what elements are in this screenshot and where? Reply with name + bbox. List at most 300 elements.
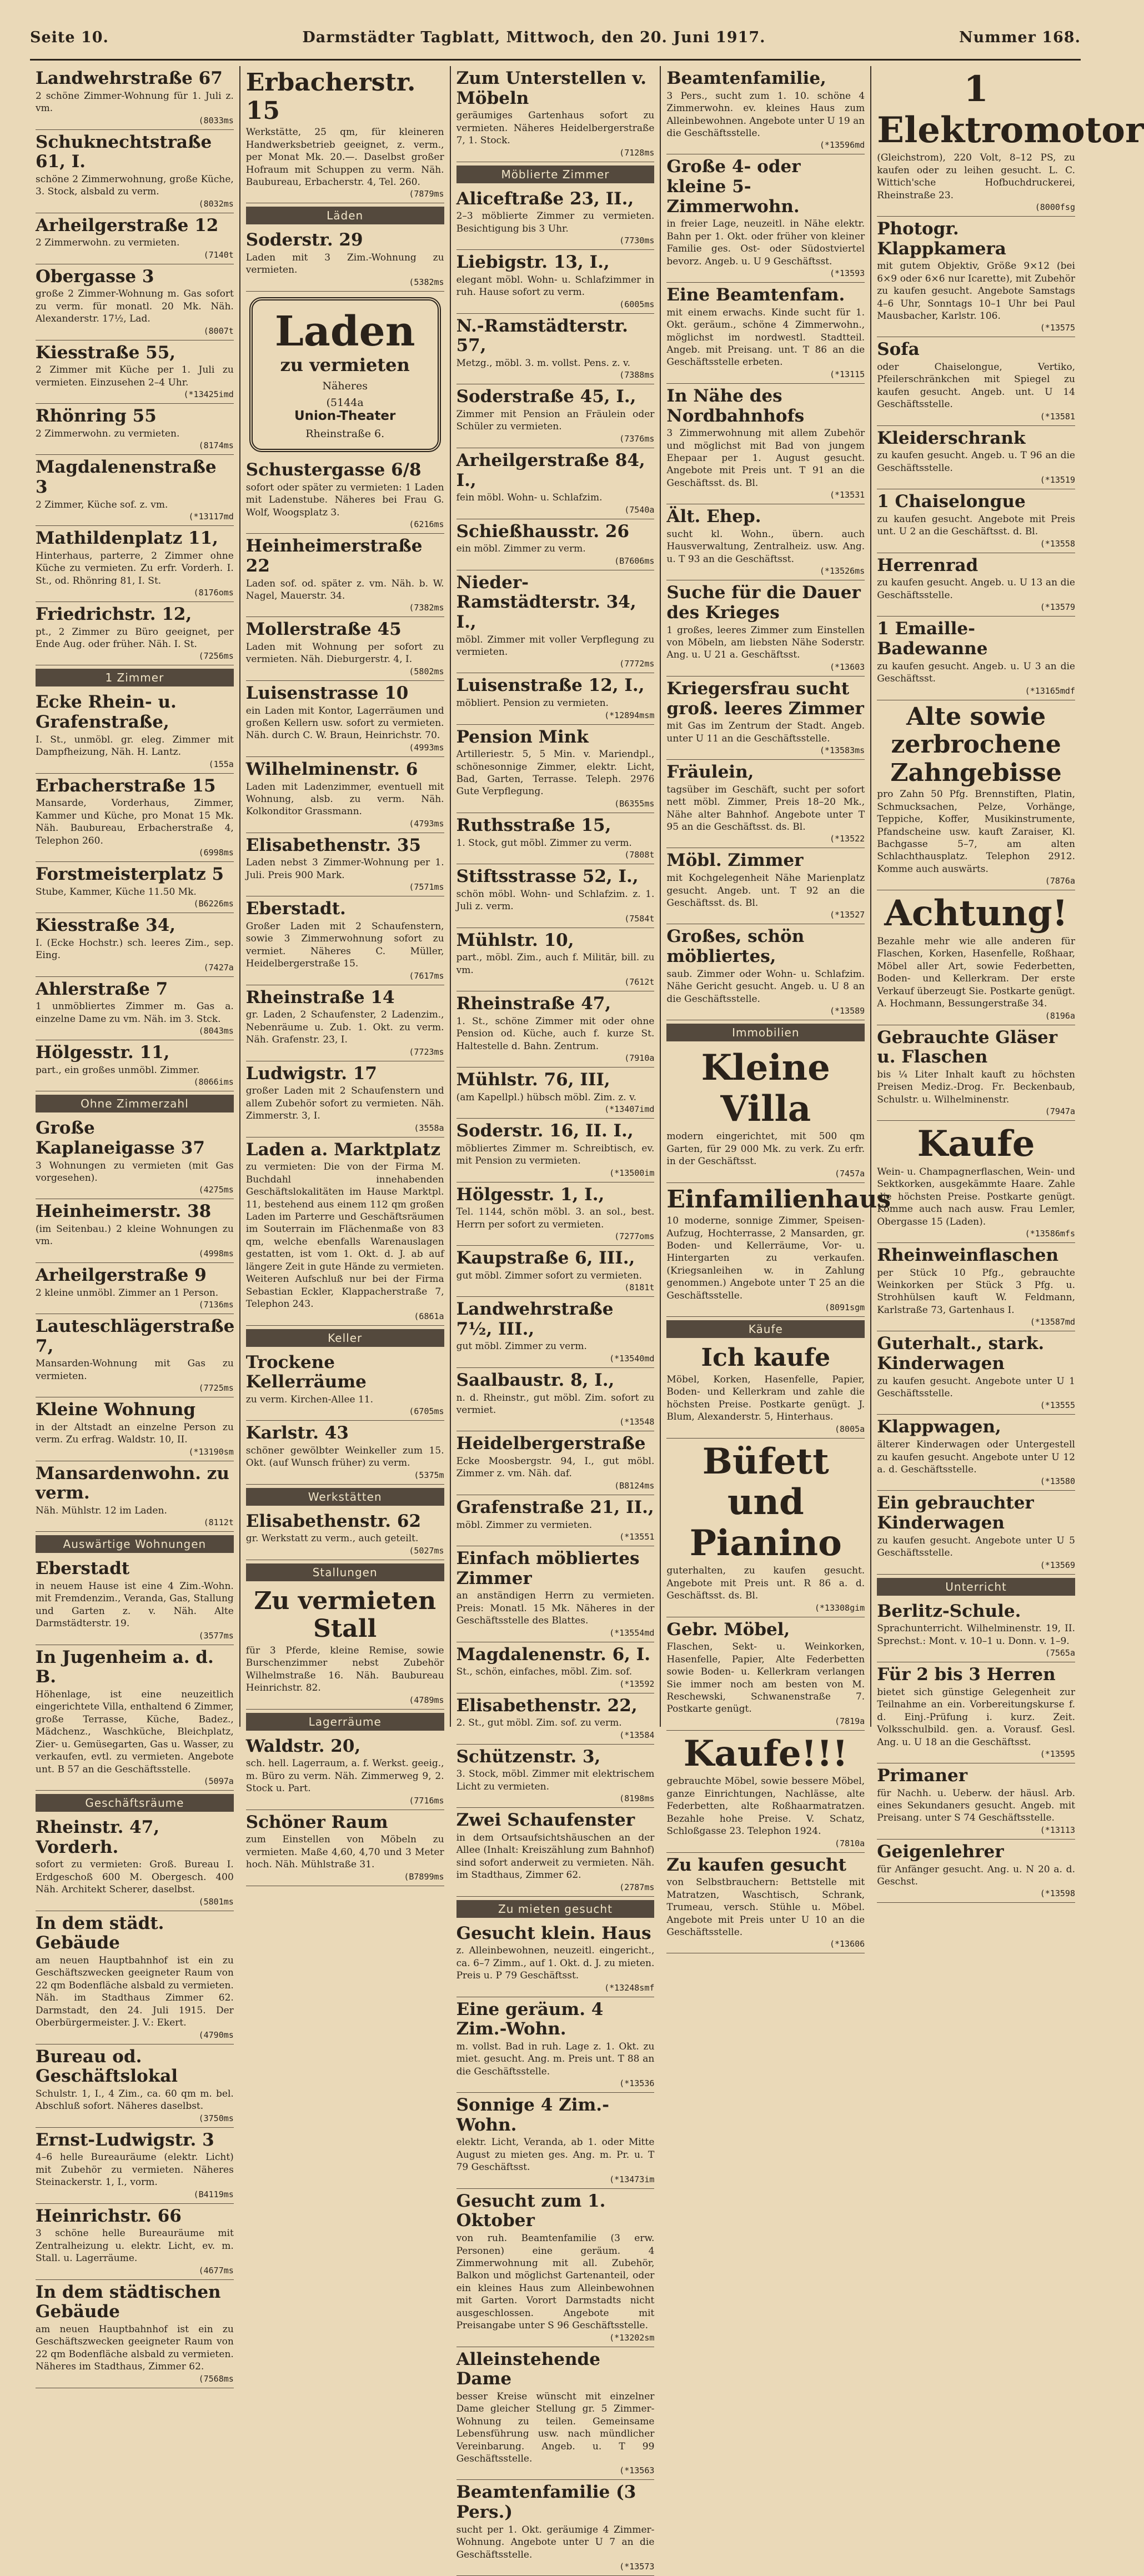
ad-text: part., möbl. Zim., auch f. Militär, bill. zu vm. [456,952,655,976]
classified-ad [877,1491,1075,1574]
classified-ad [666,924,865,1020]
ad-headline: Rheinstr. 47, Vorderh. [36,1817,160,1857]
ad-headline: Pension Mink [456,726,589,747]
ad-headline: Laden a. Marktplatz [245,1139,441,1160]
ad-text: besser Kreise wünscht mit einzelner Dame gleicher Stellung gr. 5 Zimmer-Wohnung zu teilen. Gemeinsame Lebensführung usw. nach mündlicher Vereinbarung. Angeb. u. T 99 Geschäftsstelle. [456,2390,655,2465]
classified-ad [877,217,1075,337]
ad-text: 2–3 möblierte Zimmer zu vermieten. Besichtigung bis 3 Uhr. [456,211,655,234]
ad-reference: (8174ms [198,440,234,451]
ad-text: Ecke Moosbergstr. 94, I., gut möbl. Zimmer z. vm. Näh. daf. [456,1456,655,1480]
ad-headline: Liebigstr. 13, I., [456,252,610,273]
ad-reference: (8066ims [193,1077,234,1087]
ad-headline: Ält. Ehep. [666,507,761,527]
ad-text: von Selbstbrauchern: Bettstelle mit Matratzen, Waschtisch, Schrank, Trumeau, versch. Stühle u. Möbel. Angebote mit Preis unter U 10 an die Geschäftsstelle. [666,1877,865,1938]
ad-headline: Herrenrad [877,555,979,575]
ad-reference: (7617ms [409,970,444,981]
columns [30,66,1144,2572]
ad-reference: (*13581 [1040,411,1075,422]
section-header: Werkstätten [246,1488,444,1506]
classified-ad [36,2280,234,2388]
classified-ad [456,1808,655,1896]
classified-ad [877,66,1144,217]
ad-text: 10 moderne, sonnige Zimmer, Speisen-Aufzug, Hochterrasse, 2 Mansarden, gr. Boden- und Kellerräume, Vor- u. Hintergarten zu verkaufen. (Kriegsanleihen w. in Zahlung genommen.) Angebote unter T 25 an die Geschäftsstelle. [666,1215,865,1301]
ad-text: am neuen Hauptbahnhof ist ein zu Geschäftszwecken geeigneter Raum von 22 qm Bodenfläche alsbald zu vermieten. Näheres im Stadthaus, Zimmer 62. [36,2323,234,2373]
ad-text: Artilleriestr. 5, 5 Min. v. Mariendpl., schönesonnige Zimmer, elektr. Licht, Bad, Garten, Terrasse. Teleph. 2976 Gute Verpflegung. [456,749,655,798]
ad-reference: (7947a [1045,1106,1075,1117]
ad-headline: Klappwagen, [877,1417,1001,1437]
ad-text: Laden nebst 3 Zimmer-Wohnung per 1. Juli. Preis 900 Mark. [245,857,444,881]
classified-ad [456,725,655,813]
ad-text: Werkstätte, 25 qm, für kleineren Handwerksbetrieb geeignet, z. verm., per Monat Mk. 20.—. Daselbst großer Hofraum mit Schuppen zu verm. Näh. Baubureau, Erbacherstr. 4, Tel. 260. [245,127,444,188]
ad-text: große 2 Zimmer-Wohnung m. Gas sofort zu verm. für monatl. 20 Mk. Näh. Alexanderstr. 17½, Lad. [36,288,234,325]
ad-headline: Beamtenfamilie (3 Pers.) [456,2482,636,2523]
ad-headline: Zum Unterstellen v. Möbeln [456,68,647,108]
ad-text: 2 schöne Zimmer-Wohnung für 1. Juli z. vm. [36,90,234,114]
classified-ad [877,1025,1075,1121]
ad-headline: Eine geräum. 4 Zim.-Wohn. [456,1999,604,2039]
ad-headline: Soderstr. 29 [245,230,363,250]
ad-headline: Gebrauchte Gläser u. Flaschen [877,1027,1058,1068]
ad-reference: (5382ms [409,277,444,287]
ad-headline: Soderstr. 16, II. I., [456,1121,634,1141]
newspaper-title: Darmstädter Tagblatt, Mittwoch, den 20. Juni 1917. [302,29,766,46]
column-4 [661,66,891,1949]
classified-ad [877,1243,1075,1331]
ad-text: Metzg., möbl. 3. m. vollst. Pens. z. v. [456,357,631,369]
classified-ad [666,1853,865,1954]
ad-reference: (7730ms [619,235,655,246]
ad-text: Flaschen, Sekt- u. Weinkorken, Hasenfelle, Papier, Alte Federbetten sowie Boden- u. Kellerkram verlangen Sie immer noch am besten von M. Reschewski, Schwanenstraße 7. Postkarte genügt. [666,1641,865,1715]
classified-ad [246,896,444,985]
ad-text: 1 unmöbliertes Zimmer m. Gas a. einzelne Dame zu vm. Näh. im 3. Stck. [36,1001,234,1025]
ad-reference: (B7606ms [614,555,655,566]
ad-text: modern eingerichtet, mit 500 qm Garten, für 29 000 Mk. zu verk. Zu erfr. in der Geschäftsst. [666,1131,865,1167]
ad-text: ein Laden mit Kontor, Lagerräumen und großen Kellern usw. sofort zu vermieten. Näh. durch C. W. Braun, Heinrichstr. 70. [245,705,444,741]
ad-headline: Mathildenplatz 11, [36,528,218,549]
ad-reference: (7540a [624,504,655,515]
ad-headline: Forstmeisterplatz 5 [36,864,224,885]
ad-reference: (7876a [1045,876,1075,886]
ad-reference: (*13596md [819,140,865,151]
ad-reference: (6005ms [619,299,655,309]
ad-reference: (*13165mdf [1025,685,1075,696]
ad-text: in dem Ortsaufsichtshäuschen an der Allee (Inhalt: Kreiszählung zum Bahnhof) sind sofort anderweit zu vermieten. Näh. im Stadthaus, Zimmer 62. [456,1832,655,1881]
ad-headline: Lauteschlägerstraße 7, [36,1316,235,1356]
ad-reference: (3577ms [198,1630,234,1641]
ad-text: sofort oder später zu vermieten: 1 Laden mit Ladenstube. Näheres bei Frau G. Wolf, Woogsplatz 3. [245,482,444,518]
ad-reference: (7723ms [409,1046,444,1057]
ad-reference: (3558a [414,1122,444,1133]
ad-reference: (*13519 [1040,475,1075,485]
classified-ad [36,2128,234,2204]
ad-reference: (8007t [203,325,234,336]
ad-headline: Ruthsstraße 15, [456,815,611,835]
classified-ad [246,1061,444,1137]
ad-headline: 1 Chaiselongue [877,492,1026,512]
ad-text: zu verm. Kirchen-Allee 11. [245,1394,374,1405]
ad-reference: (7565a [1045,1648,1075,1658]
ad-text: zu kaufen gesucht. Angeb. u. U 3 an die Geschäftsst. [877,660,1075,685]
ad-reference: (7910a [624,1053,655,1063]
ad-text: sucht kl. Wohn., übern. auch Hausverwaltung, Zentralheiz. usw. Ang. u. T 93 an die Geschäftsst. [666,529,865,565]
classified-ad [456,2347,655,2480]
ad-reference: (7819a [835,1716,865,1726]
ad-reference: (*13113 [1040,1825,1075,1835]
ad-text: (Gleichstrom), 220 Volt, 8–12 PS, zu kaufen oder zu leihen gesucht. L. C. Wittich'sche Hofbuchdruckerei, Rheinstraße 23. [877,152,1075,201]
classified-ad [36,526,234,602]
classified-ad [246,1509,444,1560]
ad-text: für Nachh. u. Ueberw. der häusl. Arb. eines Sekundaners gesucht. Angeb. mit Preisang. unter S 74 Geschäftsstelle. [877,1787,1075,1824]
classified-ad [456,448,655,519]
ad-reference: (*13248smf [604,1982,655,1993]
ad-reference: (*13540md [609,1353,655,1364]
ad-reference: (7140t [203,249,234,260]
ad-reference: (8032ms [198,198,234,209]
classified-ad [666,504,865,580]
classified-ad [456,1431,655,1495]
classified-ad [456,2093,655,2189]
ad-text: Mansarden-Wohnung mit Gas zu vermieten. [36,1358,234,1382]
ad-reference: (*13522 [829,834,865,844]
ad-reference: (*13527 [829,910,865,920]
ad-headline: Photogr. Klappkamera [877,218,1006,259]
ad-text: schön möbl. Wohn- und Schlafzim. z. 1. Juli z. verm. [456,888,655,913]
ad-text: zu kaufen gesucht. Angeb. u. U 13 an die Geschäftsstelle. [877,577,1075,601]
ad-text: (im Seitenbau.) 2 kleine Wohnungen zu vm. [36,1224,234,1247]
ad-text: zu kaufen gesucht. Angebote unter U 5 Geschäftsstelle. [877,1535,1075,1559]
box-headline: Laden [274,307,415,355]
ad-text: 3 Zimmerwohnung mit allem Zubehör und möglichst mit Bad von jungem Ehepaar per 1. August gesucht. Angebote mit Preis unt. T 91 an die Geschäftsst. ds. Bl. [666,428,865,489]
section-header: Ohne Zimmerzahl [36,1095,234,1112]
ad-reference: (*13407imd [604,1104,655,1115]
classified-ad [456,1368,655,1432]
ad-text: 2. St., gut möbl. Zim. sof. zu verm. [456,1717,622,1729]
ad-headline: Soderstraße 45, I., [456,387,636,407]
ad-headline: Elisabethenstr. 22, [456,1695,638,1716]
ad-reference: (*13583ms [819,745,865,756]
box-address: Rheinstraße 6. [305,428,385,440]
classified-ad [877,700,1075,891]
classified-ad [456,384,655,448]
ad-text: Laden mit 3 Zim.-Wohnung zu vermieten. [245,252,444,276]
section-header: 1 Zimmer [36,669,234,686]
ad-headline: Karlstr. 43 [245,1423,349,1444]
ad-text: Stube, Kammer, Küche 11.50 Mk. [36,886,197,898]
column-3 [451,66,661,2572]
classified-ad [246,985,444,1061]
ad-headline: Grafenstraße 21, II., [456,1497,654,1517]
ad-headline: Gebr. Möbel, [666,1619,790,1640]
classified-ad [456,1119,655,1182]
ad-headline: 1 Emaille-Badewanne [877,619,988,659]
ad-headline: Kiesstraße 55, [36,342,176,363]
classified-ad [246,1421,444,1485]
ad-headline: Primaner [877,1765,968,1786]
ad-headline: Eine Beamtenfam. [666,285,845,305]
classified-ad [877,617,1075,700]
ad-text: oder Chaiselongue, Vertiko, Pfeilerschränkchen mit Spiegel zu kaufen gesucht. Angeb. unt. U 14 Geschäftsstelle. [877,362,1075,410]
ad-headline: Berlitz-Schule. [877,1601,1021,1621]
ad-reference: (*13202sm [609,2332,655,2343]
ad-reference: (7584t [624,913,655,924]
ad-text: zum Einstellen von Möbeln zu vermieten. Maße 4,60, 4,70 und 3 Meter hoch. Näh. Mühlstraße 31. [245,1834,444,1871]
classified-ad [456,1745,655,1808]
classified-ad [456,1297,655,1368]
ad-text: St., schön, einfaches, möbl. Zim. sof. [456,1666,633,1678]
ad-text: möbliertes Zimmer m. Schreibtisch, ev. mit Pension zu vermieten. [456,1142,655,1167]
ad-reference: (8005a [835,1424,865,1434]
ad-reference: (8198ms [619,1793,655,1804]
ad-headline: Wilhelminenstr. 6 [245,759,418,779]
ad-reference: (4993ms [409,742,444,753]
classified-ad [877,1415,1075,1491]
section-header: Möblierte Zimmer [456,166,655,183]
ad-reference: (*13117md [188,512,234,522]
classified-ad [36,2044,234,2128]
box-subhead: zu vermieten [280,354,410,376]
ad-text: für 3 Pferde, kleine Remise, sowie Burschenzimmer nebst Zubehör Wilhelmstraße 16. Näh. Baubureau Heinrichstr. 82. [245,1645,444,1694]
ad-reference: (7136ms [198,1299,234,1310]
classified-ad [456,1182,655,1246]
ad-headline: Eberstadt [36,1558,130,1579]
classified-ad [666,848,865,924]
ad-text: 3 schöne helle Bureauräume mit Zentralheizung u. elektr. Licht, ev. m. Stall. u. Lagerräume. [36,2228,234,2264]
ad-reference: (7716ms [409,1795,444,1806]
ad-text: saub. Zimmer oder Wohn- u. Schlafzim. Nähe Gericht gesucht. Angeb. u. U 8 an die Geschäftsstelle. [666,968,865,1005]
ad-reference: (8000fsg [1035,202,1075,212]
ad-reference: (*13308gim [814,1602,865,1613]
ad-reference: (3750ms [198,2113,234,2123]
classified-ad [666,580,865,676]
ad-headline: Ecke Rhein- u. Grafenstraße, [36,692,177,733]
ad-text: mit gutem Objektiv, Größe 9×12 (bei 6×9 oder 6×6 nur Icarette), mit Zubehör zu kaufen gesucht. Angebote Samstags 4–6 Uhr, Sonntags 10–1 Uhr bei Paul Mausbacher, Karlstr. 106. [877,260,1075,322]
classified-ad [456,314,655,385]
ad-reference: (B7899ms [404,1871,444,1882]
ad-text: an anständigen Herrn zu vermieten. Preis: Monatl. 15 Mk. Näheres in der Geschäftsstelle des Blattes. [456,1590,655,1627]
classified-ad [456,991,655,1068]
ad-headline: Ich kaufe [701,1344,831,1372]
ad-text: fein möbl. Wohn- u. Schlafzim. [456,492,603,504]
ad-headline: Zu kaufen gesucht [666,1855,846,1875]
box-label: Näheres [322,380,368,393]
ad-headline: Schießhausstr. 26 [456,521,630,542]
classified-ad [36,862,234,913]
ad-headline: Beamtenfamilie, [666,68,826,88]
ad-text: möbl. Zimmer zu vermieten. [456,1519,593,1531]
ad-text: 4–6 helle Bureauräume (elektr. Licht) mit Zubehör zu vermieten. Näheres Steinackerstr. 1, I., vorm. [36,2152,234,2188]
ad-reference: (2787ms [619,1882,655,1892]
classified-ad [36,404,234,455]
ad-text: bis ¼ Liter Inhalt kauft zu höchsten Preisen Mediz.-Drog. Fr. Beckenbaub, Schulstr. u. Wilhelminenstr. [877,1069,1075,1105]
classified-ad [456,2480,655,2576]
ad-headline: Für 2 bis 3 Herren [877,1665,1056,1685]
ad-text: schöne 2 Zimmerwohnung, große Küche, 3. Stock, alsbald zu verm. [36,173,234,198]
ad-reference: (*13548 [619,1417,655,1427]
ad-reference: (B6355ms [614,798,655,809]
classified-ad [666,1183,891,1317]
ad-headline: Elisabethenstr. 35 [245,835,422,855]
classified-ad [36,1397,234,1461]
ad-headline: Mühlstr. 76, III, [456,1069,610,1090]
ad-text: älterer Kinderwagen oder Untergestell zu kaufen gesucht. Angebote unter U 12 a. d. Geschäftsstelle. [877,1439,1075,1475]
box-venue: Union-Theater [294,409,396,424]
ad-reference: (*13555 [1040,1400,1075,1411]
ad-text: Zimmer mit Pension an Fräulein oder Schüler zu vermieten. [456,408,655,433]
classified-ad [456,1495,655,1546]
ad-headline: Guterhalt., stark. Kinderwagen [877,1334,1045,1374]
ad-reference: (*13595 [1040,1748,1075,1759]
ad-text: geräumiges Gartenhaus sofort zu vermieten. Näheres Heidelbergerstraße 7, 1. Stock. [456,110,655,147]
section-header: Auswärtige Wohnungen [36,1535,234,1553]
ad-headline: Heinheimerstraße 22 [245,536,423,576]
ad-headline: N.-Ramstädterstr. 57, [456,315,628,356]
classified-ad [877,890,1075,1025]
ad-reference: (7571ms [409,882,444,893]
ad-reference: (*13592 [619,1678,655,1689]
classified-ad [246,458,444,534]
ad-text: 1. Stock, gut möbl. Zimmer zu verm. [456,837,632,849]
ad-headline: Ludwigstr. 17 [245,1063,377,1084]
ad-reference: (*13551 [619,1532,655,1542]
ad-headline: Mansardenwohn. zu verm. [36,1463,229,1503]
ad-headline: Magdalenenstr. 6, I. [456,1644,651,1665]
ad-headline: Luisenstrasse 10 [245,683,409,703]
ad-text: mit Gas im Zentrum der Stadt. Angeb. unter U 11 an die Geschäftsstelle. [666,720,865,744]
ad-reference: (*13190sm [188,1446,234,1457]
ad-headline: Aliceftraße 23, II., [456,188,634,209]
ad-reference: (7277oms [614,1231,655,1242]
classified-ad [36,913,234,977]
page-number: Seite 10. [30,29,109,46]
ad-reference: (7256ms [198,651,234,661]
ad-text: 2 Zimmer, Küche sof. z. vm. [36,499,168,510]
classified-ad [666,154,865,283]
ad-headline: Heinheimerstr. 38 [36,1201,212,1222]
classified-ad [666,1045,865,1183]
classified-ad [456,1642,655,1693]
section-header: Keller [246,1329,444,1347]
classified-ad [456,1546,655,1642]
ad-reference: (4790ms [198,2029,234,2040]
ad-reference: (*12894msm [604,710,655,720]
ad-reference: (6216ms [409,519,444,530]
ad-headline: Kaupstraße 6, III., [456,1248,635,1269]
ad-reference: (*13580 [1040,1476,1075,1487]
classified-ad [36,602,234,666]
ad-text: zu kaufen gesucht. Angebote mit Preis unt. U 2 an die Geschäftsst. d. Bl. [877,513,1075,538]
ad-reference: (8033ms [198,115,234,126]
classified-ad [36,2204,234,2280]
ad-reference: (7879ms [409,189,444,199]
classified-ad [246,534,444,617]
section-header: Unterricht [877,1578,1075,1596]
ad-reference: (*13589 [829,1006,865,1016]
classified-ad [456,1997,655,2093]
section-header: Zu mieten gesucht [456,1900,655,1918]
ad-reference: (*13598 [1040,1888,1075,1899]
classified-ad [246,757,444,833]
ad-text: großer Laden mit 2 Schaufenstern und allem Zubehör sofort zu vermieten. Näh. Zimmerstr. 3, I. [245,1085,444,1122]
ad-text: Bezahle mehr wie alle anderen für Flaschen, Korken, Hasenfelle, Roßhaar, Möbel aller Art, sowie Federbetten, Boden- und Kellerkram. Der erste Verkauf überzeugt Sie. Postkarte genügt. A. Hochmann, Bessungerstraße 34. [877,935,1075,1010]
ad-reference: (*13531 [829,490,865,500]
ad-reference: (*13425imd [183,389,234,400]
ad-headline: Kaufe [917,1123,1035,1165]
classified-ad [456,1068,655,1119]
ad-headline: Alleinstehende Dame [456,2349,600,2389]
classified-ad [456,1693,655,1745]
ad-text: elegant möbl. Wohn- u. Schlafzimmer in ruh. Hause sofort zu verm. [456,274,655,298]
ad-reference: (8091sgm [824,1302,865,1313]
classified-ad [36,1314,234,1397]
ad-headline: Schustergasse 6/8 [245,460,422,480]
classified-ad [36,1040,234,1091]
classified-ad [666,1617,865,1731]
ad-headline: Fräulein, [666,762,754,783]
ad-headline: Arheilgerstraße 12 [36,215,219,235]
ad-text: Großer Laden mit 2 Schaufenstern, sowie 3 Zimmerwohnung sofort zu vermiet. Näheres C. Müller, Heidelbergerstraße 15. [245,920,444,970]
classified-ad [246,1734,444,1810]
ad-text: schöner gewölbter Weinkeller zum 15. Okt. (auf Wunsch früher) zu verm. [245,1445,444,1469]
ad-headline: Arheilgerstraße 9 [36,1265,207,1285]
ad-headline: Sofa [877,339,920,360]
ad-reference: (8112t [203,1517,234,1528]
classified-ad [246,617,444,681]
ad-headline: In dem städt. Gebäude [36,1913,164,1953]
ad-text: pt., 2 Zimmer zu Büro geeignet, per Ende Aug. oder früher. Näh. I. St. [36,626,234,650]
classified-ad [877,1599,1075,1663]
ad-headline: Gesucht zum 1. Oktober [456,2191,606,2231]
ad-reference: (8176oms [193,587,234,598]
section-header: Käufe [666,1320,865,1338]
ad-text: m. vollst. Bad in ruh. Lage z. 1. Okt. zu miet. gesucht. Ang. m. Preis unt. T 88 an die Geschäftsstelle. [456,2041,655,2077]
ad-reference: (4793ms [409,818,444,829]
issue-number: Nummer 168. [959,29,1081,46]
classified-ad [877,1763,1075,1840]
ad-text: Laden mit Ladenzimmer, eventuell mit Wohnung, alsb. zu verm. Näh. Kolkonditor Grassmann. [245,781,444,818]
ad-headline: Luisenstraße 12, I., [456,675,645,696]
classified-ad [456,2189,655,2347]
ad-text: in neuem Hause ist eine 4 Zim.-Wohn. mit Fremdenzim., Veranda, Gas, Stallung und Garten z. v. Näh. Alte Darmstädterstr. 19. [36,1581,234,1630]
classified-ad [456,519,655,570]
ad-reference: (4789ms [409,1695,444,1705]
ad-reference: (B6226ms [193,899,234,909]
classified-ad [246,1137,444,1326]
ad-headline: Suche für die Dauer des Krieges [666,583,861,623]
box-reference: (5144a [326,397,364,409]
ad-headline: Erbacherstr. 15 [245,68,416,125]
ad-text: gr. Werkstatt zu verm., auch geteilt. [245,1533,419,1545]
ad-text: sch. hell. Lagerraum, a. f. Werkst. geeig., m. Büro zu verm. Näh. Zimmerweg 9, 2. Stock u. Part. [245,1758,444,1795]
ad-text: part., ein großes unmöbl. Zimmer. [36,1064,200,1076]
ad-headline: Hölgesstr. 1, I., [456,1184,605,1205]
classified-ad [36,690,234,773]
ad-headline: Rheinweinflaschen [877,1245,1059,1265]
classified-ad [36,1461,234,1532]
ad-headline: Elisabethenstr. 62 [245,1511,422,1531]
ad-text: Schulstr. 1, I., 4 Zim., ca. 60 qm m. bel. Abschluß sofort. Näheres daselbst. [36,2088,234,2112]
ad-headline: Kriegersfrau sucht groß. leeres Zimmer [666,678,864,719]
ad-text: möbl. Zimmer mit voller Verpflegung zu vermieten. [456,634,655,658]
classified-ad [456,250,655,314]
ad-headline: Kiesstraße 34, [36,915,176,936]
ad-text: Mansarde, Vorderhaus, Zimmer, Kammer und Küche, pro Monat 15 Mk. Näh. Baubureau, Erbacherstraße 4, Telephon 260. [36,798,234,846]
ad-headline: Hölgesstr. 11, [36,1043,170,1063]
classified-ad [877,1121,1075,1243]
ad-headline: Einfach möbliertes Zimmer [456,1548,640,1588]
ad-text: 2 kleine unmöbl. Zimmer an 1 Person. [36,1287,219,1299]
ad-text: Tel. 1144, schön möbl. 3. an sol., best. Herrn per sofort zu vermieten. [456,1206,655,1230]
ad-reference: (*13558 [1040,538,1075,549]
